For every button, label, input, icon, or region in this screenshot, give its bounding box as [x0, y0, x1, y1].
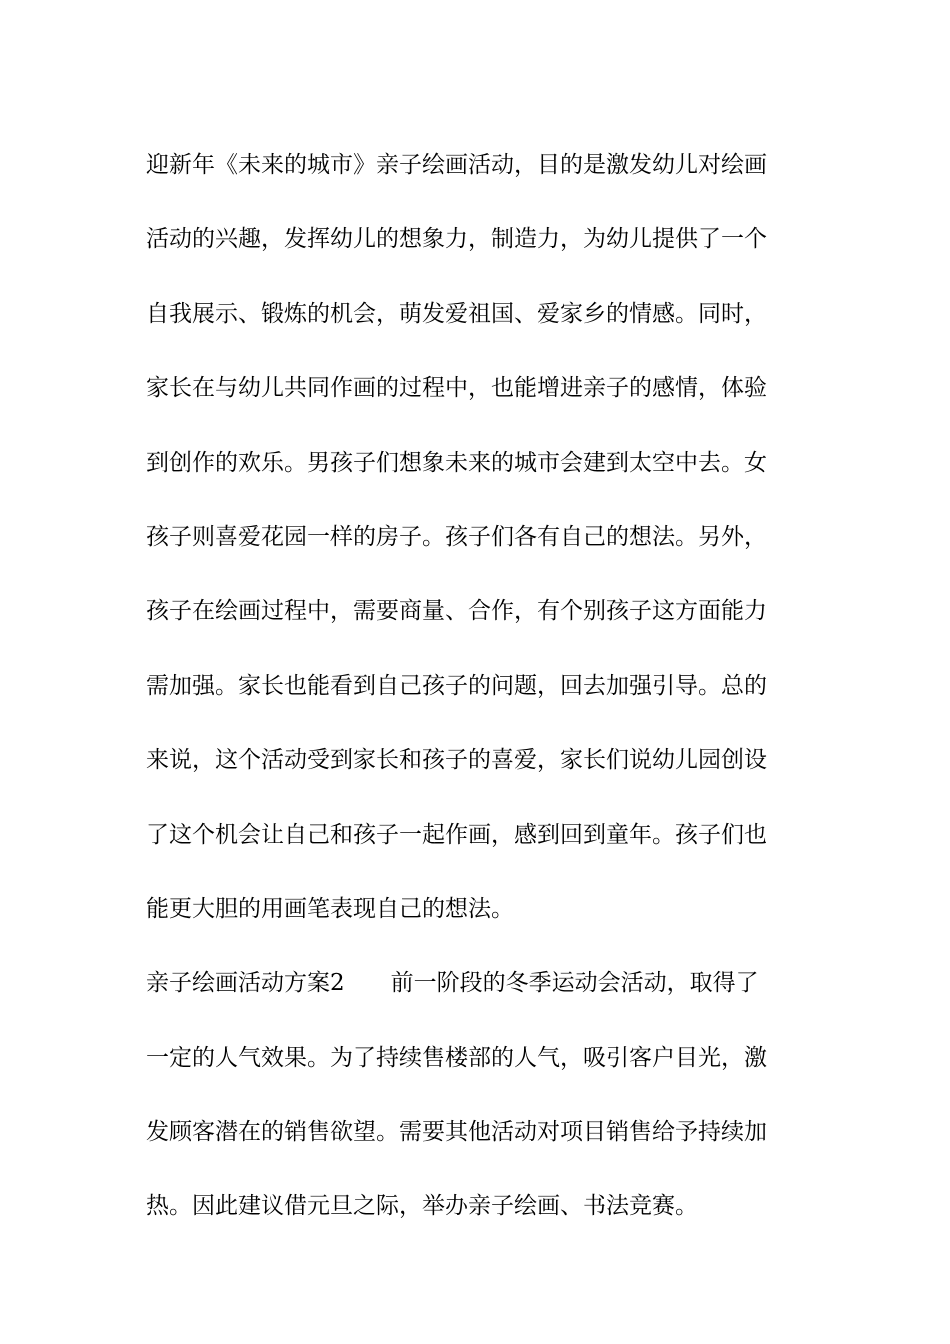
text-line: 来说，这个活动受到家长和孩子的喜爱，家长们说幼儿园创设 [146, 747, 767, 774]
text-line: 家长在与幼儿共同作画的过程中，也能增进亲子的感情，体验 [146, 375, 767, 402]
text-line: 能更大胆的用画笔表现自己的想法。 [146, 895, 514, 922]
document-body [146, 128, 816, 1244]
text-line: 到创作的欢乐。男孩子们想象未来的城市会建到太空中去。女 [146, 449, 767, 476]
text-line: 孩子则喜爱花园一样的房子。孩子们各有自己的想法。另外， [146, 523, 767, 550]
text-line: 孩子在绘画过程中，需要商量、合作，有个别孩子这方面能力 [146, 598, 767, 625]
text-line: 了这个机会让自己和孩子一起作画，感到回到童年。孩子们也 [146, 821, 767, 848]
text-line: 发顾客潜在的销售欲望。需要其他活动对项目销售给予持续加 [146, 1119, 767, 1146]
text-line: 需加强。家长也能看到自己孩子的问题，回去加强引导。总的 [146, 672, 767, 699]
text-line: 活动的兴趣，发挥幼儿的想象力，制造力，为幼儿提供了一个 [146, 226, 767, 253]
text-line: 一定的人气效果。为了持续售楼部的人气，吸引客户目光，激 [146, 1044, 767, 1071]
section-heading-line [146, 946, 816, 1020]
section-first-line-text: 前一阶段的冬季运动会活动，取得了 [390, 970, 759, 997]
section-heading: 亲子绘画活动方案2 [146, 970, 345, 997]
text-line: 自我展示、锻炼的机会，萌发爱祖国、爱家乡的情感。同时， [146, 300, 767, 327]
text-line: 迎新年《未来的城市》亲子绘画活动，目的是激发幼儿对绘画 [146, 152, 767, 178]
text-line: 热。因此建议借元旦之际，举办亲子绘画、书法竞赛。 [146, 1193, 698, 1220]
